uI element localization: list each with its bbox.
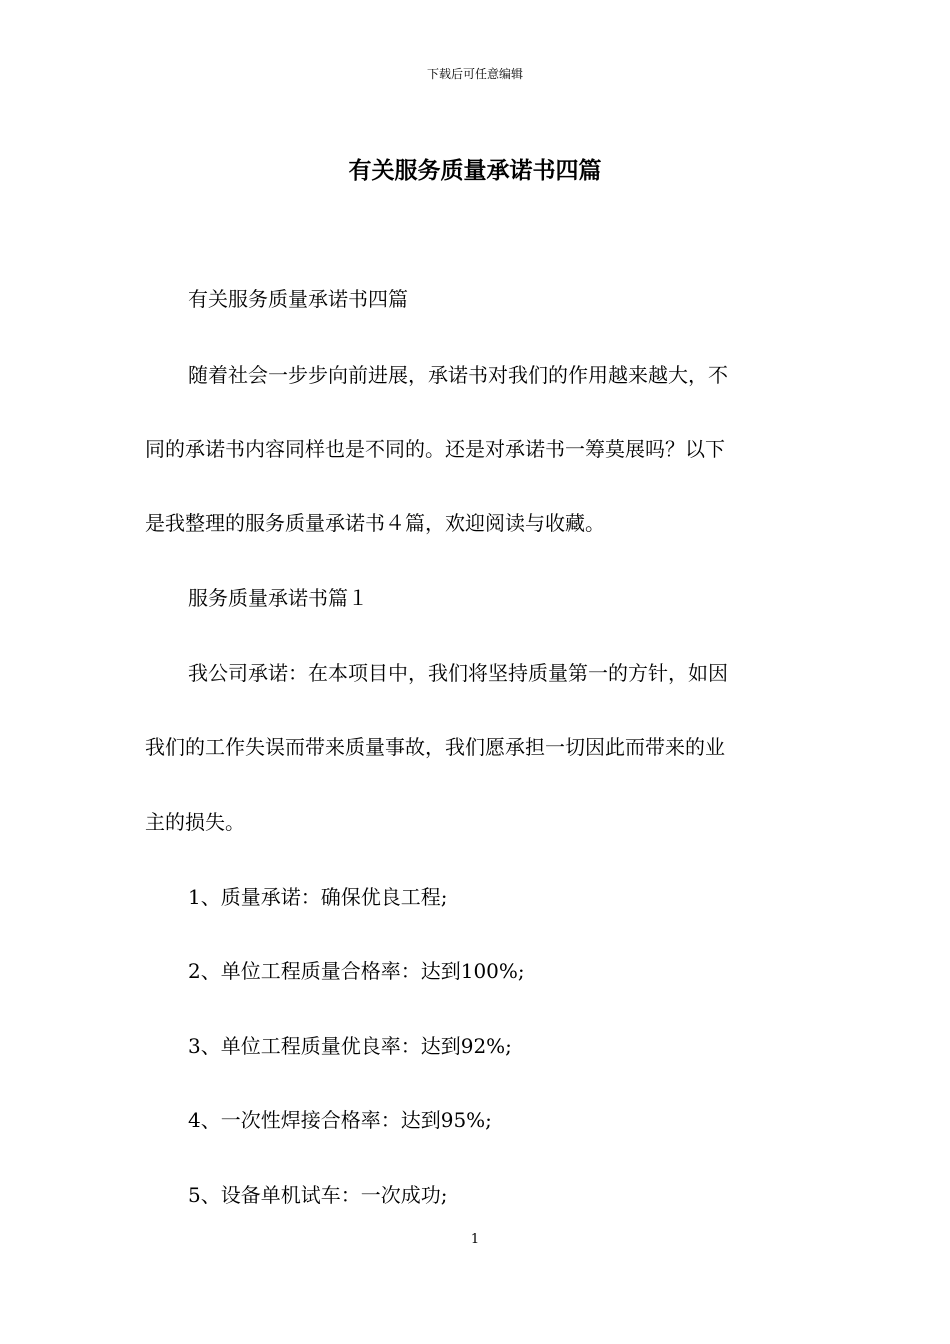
intro-line: 是我整理的服务质量承诺书４篇，欢迎阅读与收藏。 — [145, 511, 605, 535]
intro-line: 随着社会一步步向前进展，承诺书对我们的作用越来越大，不 — [188, 363, 728, 387]
section-heading: 服务质量承诺书篇１ — [188, 586, 368, 610]
page-number: 1 — [470, 1232, 480, 1247]
paragraph-line: 主的损失。 — [145, 810, 245, 834]
list-item: 5、设备单机试车：一次成功; — [188, 1183, 448, 1207]
list-item: 2、单位工程质量合格率：达到100%; — [188, 959, 525, 983]
header-note: 下载后可任意编辑 — [426, 67, 523, 81]
list-item: 1、质量承诺：确保优良工程; — [188, 885, 448, 909]
paragraph-line: 我们的工作失误而带来质量事故，我们愿承担一切因此而带来的业 — [145, 735, 725, 759]
subtitle-line: 有关服务质量承诺书四篇 — [188, 287, 408, 311]
list-item: 3、单位工程质量优良率：达到92%; — [188, 1034, 512, 1058]
list-item: 4、一次性焊接合格率：达到95%; — [188, 1108, 492, 1132]
document-title: 有关服务质量承诺书四篇 — [348, 157, 602, 184]
intro-line: 同的承诺书内容同样也是不同的。还是对承诺书一筹莫展吗？以下 — [145, 437, 725, 461]
paragraph-line: 我公司承诺：在本项目中，我们将坚持质量第一的方针，如因 — [188, 661, 728, 685]
